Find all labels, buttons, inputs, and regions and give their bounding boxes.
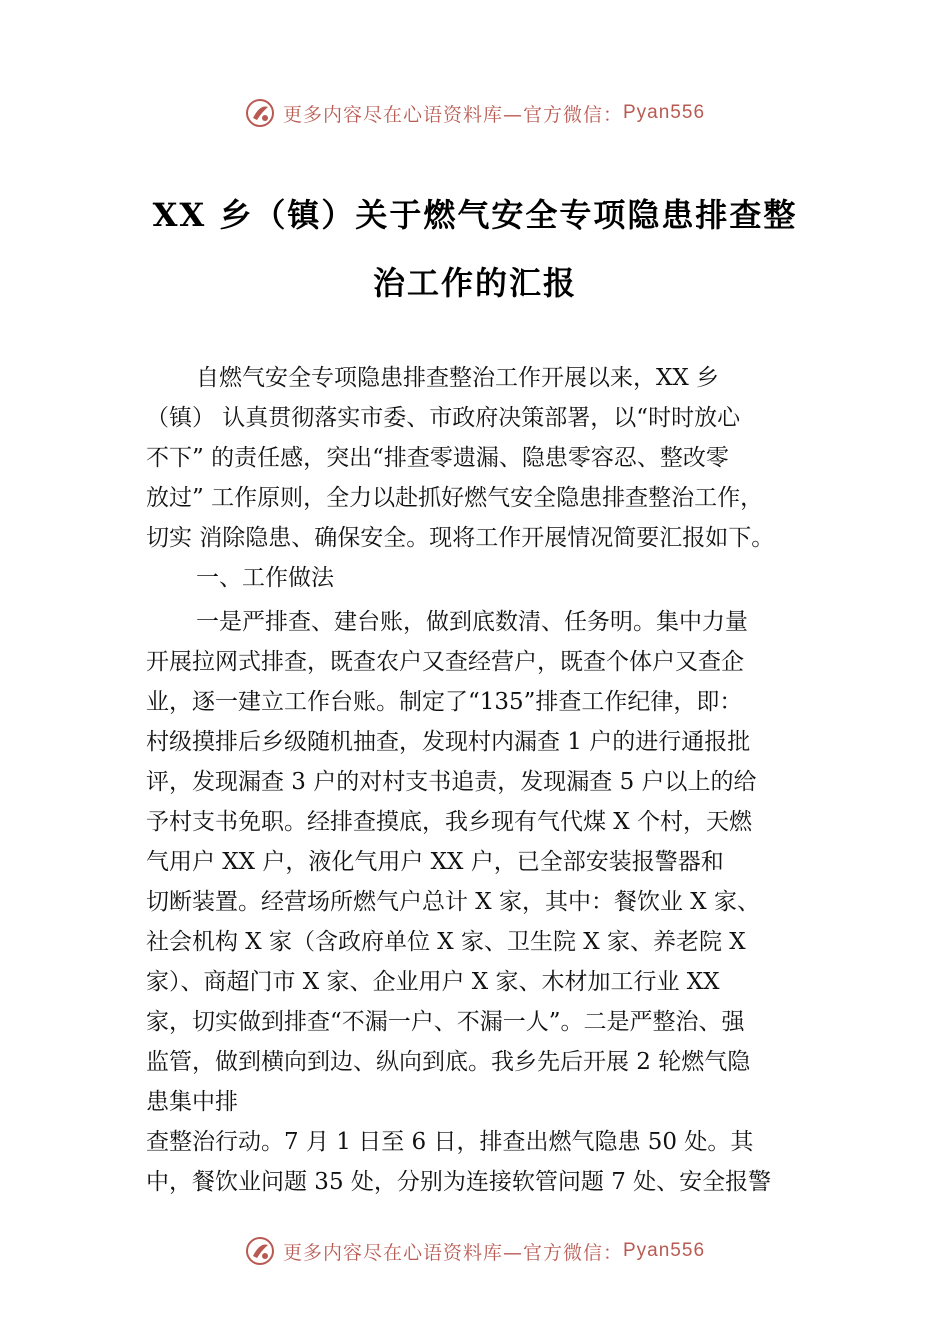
paragraph-line: 家）、商超门市 X 家、企业用户 X 家、木材加工行业 XX bbox=[146, 969, 720, 995]
watermark-id: Pyan556 bbox=[623, 102, 706, 123]
section-heading: 一、工作做法 bbox=[196, 565, 334, 591]
paragraph-line: 切断装置。经营场所燃气户总计 X 家，其中：餐饮业 X 家、 bbox=[146, 889, 760, 915]
paragraph-line: 村级摸排后乡级随机抽查，发现村内漏查 1 户的进行通报批 bbox=[146, 729, 751, 755]
paragraph-line: 一是严排查、建台账，做到底数清、任务明。集中力量 bbox=[196, 609, 748, 635]
paragraph-line: （镇） 认真贯彻落实市委、市政府决策部署，以“时时放心 bbox=[146, 405, 741, 431]
paragraph-line: 自燃气安全专项隐患排查整治工作开展以来，XX 乡 bbox=[196, 365, 720, 391]
paragraph-line: 切实 消除隐患、确保安全。现将工作开展情况简要汇报如下。 bbox=[146, 525, 775, 551]
paragraph-line: 开展拉网式排查，既查农户又查经营户，既查个体户又查企 bbox=[146, 649, 744, 675]
paragraph-line: 患集中排 bbox=[146, 1089, 238, 1115]
paragraph-line: 气用户 XX 户，液化气用户 XX 户，已全部安装报警器和 bbox=[146, 849, 724, 875]
paragraph-line: 不下” 的责任感，突出“排查零遗漏、隐患零容忍、整改零 bbox=[146, 445, 729, 471]
paragraph-line: 评，发现漏查 3 户的对村支书追责，发现漏查 5 户以上的给 bbox=[146, 769, 757, 795]
watermark-header bbox=[0, 98, 950, 128]
paragraph-line: 放过” 工作原则，全力以赴抓好燃气安全隐患排查整治工作， bbox=[146, 485, 764, 511]
watermark-footer bbox=[0, 1236, 950, 1266]
document-title-line-2: 治工作的汇报 bbox=[372, 264, 577, 302]
paragraph-line: 中，餐饮业问题 35 处，分别为连接软管问题 7 处、安全报警 bbox=[146, 1169, 772, 1195]
paragraph-line: 查整治行动。7 月 1 日至 6 日，排查出燃气隐患 50 处。其 bbox=[146, 1129, 754, 1155]
paragraph-line: 监管，做到横向到边、纵向到底。我乡先后开展 2 轮燃气隐 bbox=[146, 1049, 751, 1075]
paragraph-line: 业，逐一建立工作台账。制定了“135”排查工作纪律，即： bbox=[146, 689, 743, 715]
watermark-text: 更多内容尽在心语资料库—官方微信： bbox=[282, 1241, 623, 1264]
paragraph-line: 予村支书免职。经排查摸底，我乡现有气代煤 X 个村，天燃 bbox=[146, 809, 752, 835]
watermark-text: 更多内容尽在心语资料库—官方微信： bbox=[282, 103, 623, 126]
watermark-logo-icon bbox=[245, 1236, 275, 1266]
watermark-id: Pyan556 bbox=[623, 1240, 706, 1261]
watermark-logo-icon bbox=[245, 98, 275, 128]
paragraph-line: 社会机构 X 家（含政府单位 X 家、卫生院 X 家、养老院 X bbox=[146, 929, 746, 955]
paragraph-line: 家，切实做到排查“不漏一户、不漏一人”。二是严整治、强 bbox=[146, 1009, 745, 1035]
document-body bbox=[146, 358, 836, 1202]
document-title-line-1: XX 乡（镇）关于燃气安全专项隐患排查整 bbox=[152, 196, 798, 234]
